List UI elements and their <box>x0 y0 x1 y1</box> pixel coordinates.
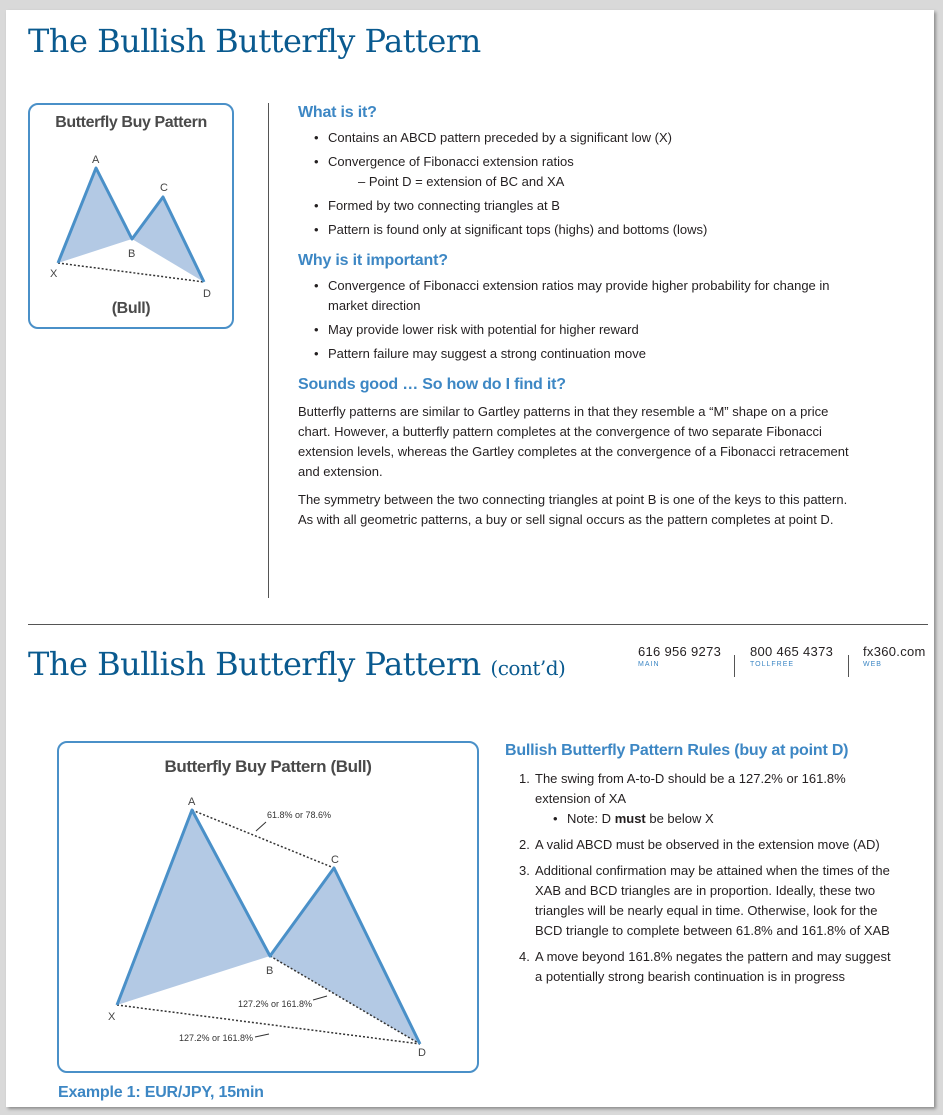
point-label-x: X <box>108 1011 116 1023</box>
rule-number: 1. <box>519 771 530 786</box>
note-text: be below X <box>645 811 714 826</box>
diagram-caption: (Bull) <box>111 300 151 317</box>
rule-item <box>519 769 897 829</box>
why-list <box>298 276 858 364</box>
rule-text: Additional confirmation may be attained when the times of the XAB and BCD triangles are in proportion. Ideally, these two triangles will be nearly equal in time. Otherwise, look for the BCD triangle to complete between 61.8% and 161.8% of XAB <box>535 863 890 938</box>
point-label-b: B <box>266 965 274 977</box>
contact-number: 616 956 9273 <box>638 644 722 659</box>
contact-web[interactable] <box>863 644 926 668</box>
note-emphasis: must <box>614 811 646 826</box>
website-link[interactable]: fx360.com <box>863 644 926 659</box>
list-item <box>328 152 868 192</box>
diagram-title: Butterfly Buy Pattern <box>55 114 207 131</box>
note-text: Note: D <box>567 811 615 826</box>
contact-main <box>638 644 721 668</box>
column-divider <box>268 103 269 598</box>
contact-label: WEB <box>863 661 882 668</box>
point-label-d: D <box>203 288 211 300</box>
rule-number: 2. <box>519 837 530 852</box>
xab-triangle <box>117 810 270 1005</box>
list-item-text: Convergence of Fibonacci extension ratios <box>328 154 574 169</box>
ratio-bd-arrow <box>313 996 327 1000</box>
rule-text: A valid ABCD must be observed in the extension move (AD) <box>535 837 880 852</box>
pattern-diagram-box-large <box>57 741 479 1073</box>
ratio-bd-label: 127.2% or 161.8% <box>238 999 313 1009</box>
list-item: • Formed by two connecting triangles at B <box>328 196 868 216</box>
point-label-d: D <box>418 1047 426 1059</box>
how-paragraph-1: Butterfly patterns are similar to Gartley patterns in that they resemble a “M” shape on a price chart. However, a butterfly pattern completes at the convergence of two separate Fibonacci extension levels, whereas the Gartley completes at the convergence of a Fibonacci retracement and extension. <box>298 404 849 479</box>
point-label-c: C <box>331 854 339 866</box>
point-label-x: X <box>50 268 58 280</box>
list-item: • Contains an ABCD pattern preceded by a significant low (X) <box>328 128 868 148</box>
ratio-xd-arrow <box>255 1034 269 1037</box>
rule-item <box>519 861 897 941</box>
page2-title-suffix: (cont’d) <box>490 656 566 680</box>
rule-number: 3. <box>519 863 530 878</box>
ratio-xd-label: 127.2% or 161.8% <box>179 1033 254 1043</box>
what-heading: What is it? <box>298 104 377 121</box>
page2-title-main: The Bullish Butterfly Pattern <box>28 645 481 683</box>
rule-note <box>551 809 897 829</box>
rules-list <box>505 769 897 987</box>
contact-label: TOLLFREE <box>750 661 795 668</box>
rule-text: A move beyond 161.8% negates the pattern and may suggest a potentially strong bearish continuation is in progress <box>535 949 891 984</box>
why-heading: Why is it important? <box>298 252 448 269</box>
butterfly-diagram-large <box>59 743 477 1071</box>
rules-heading: Bullish Butterfly Pattern Rules (buy at point D) <box>505 742 849 759</box>
point-label-a: A <box>188 796 196 808</box>
how-heading: Sounds good … So how do I find it? <box>298 376 566 393</box>
point-label-c: C <box>160 182 168 194</box>
rule-item <box>519 835 897 855</box>
contact-tollfree <box>750 644 833 668</box>
example-label: Example 1: EUR/JPY, 15min <box>58 1084 264 1101</box>
rule-item <box>519 947 897 987</box>
list-item: • May provide lower risk with potential for higher reward <box>328 320 858 340</box>
list-item: • Pattern is found only at significant tops (highs) and bottoms (lows) <box>328 220 868 240</box>
butterfly-diagram <box>30 105 232 327</box>
sub-item: – Point D = extension of BC and XA <box>358 174 565 189</box>
page2-title <box>28 645 565 683</box>
pattern-diagram-box <box>28 103 234 329</box>
point-label-a: A <box>92 154 100 166</box>
diagram-title: Butterfly Buy Pattern (Bull) <box>164 757 372 776</box>
contact-label: MAIN <box>638 661 660 668</box>
page1-content <box>298 104 868 530</box>
rules-section <box>505 742 905 993</box>
list-item: • Pattern failure may suggest a strong continuation move <box>328 344 858 364</box>
contact-number: 800 465 4373 <box>750 644 834 659</box>
contact-divider <box>848 655 849 677</box>
how-paragraph-2: The symmetry between the two connecting triangles at point B is one of the keys to this pattern. As with all geometric patterns, a buy or sell signal occurs as the pattern completes at point D. <box>298 492 848 527</box>
contact-divider <box>734 655 735 677</box>
rule-text: The swing from A-to-D should be a 127.2% or 161.8% extension of XA <box>535 771 846 806</box>
list-item: • Convergence of Fibonacci extension ratios may provide higher probability for change in market direction <box>328 276 858 316</box>
ratio-ac-label: 61.8% or 78.6% <box>267 810 332 820</box>
bcd-triangle <box>270 868 420 1044</box>
what-list <box>298 128 868 240</box>
rule-number: 4. <box>519 949 530 964</box>
point-label-b: B <box>128 248 136 260</box>
page-divider <box>28 624 928 625</box>
page-title: The Bullish Butterfly Pattern <box>28 22 481 60</box>
ratio-ac-arrow <box>256 822 266 831</box>
